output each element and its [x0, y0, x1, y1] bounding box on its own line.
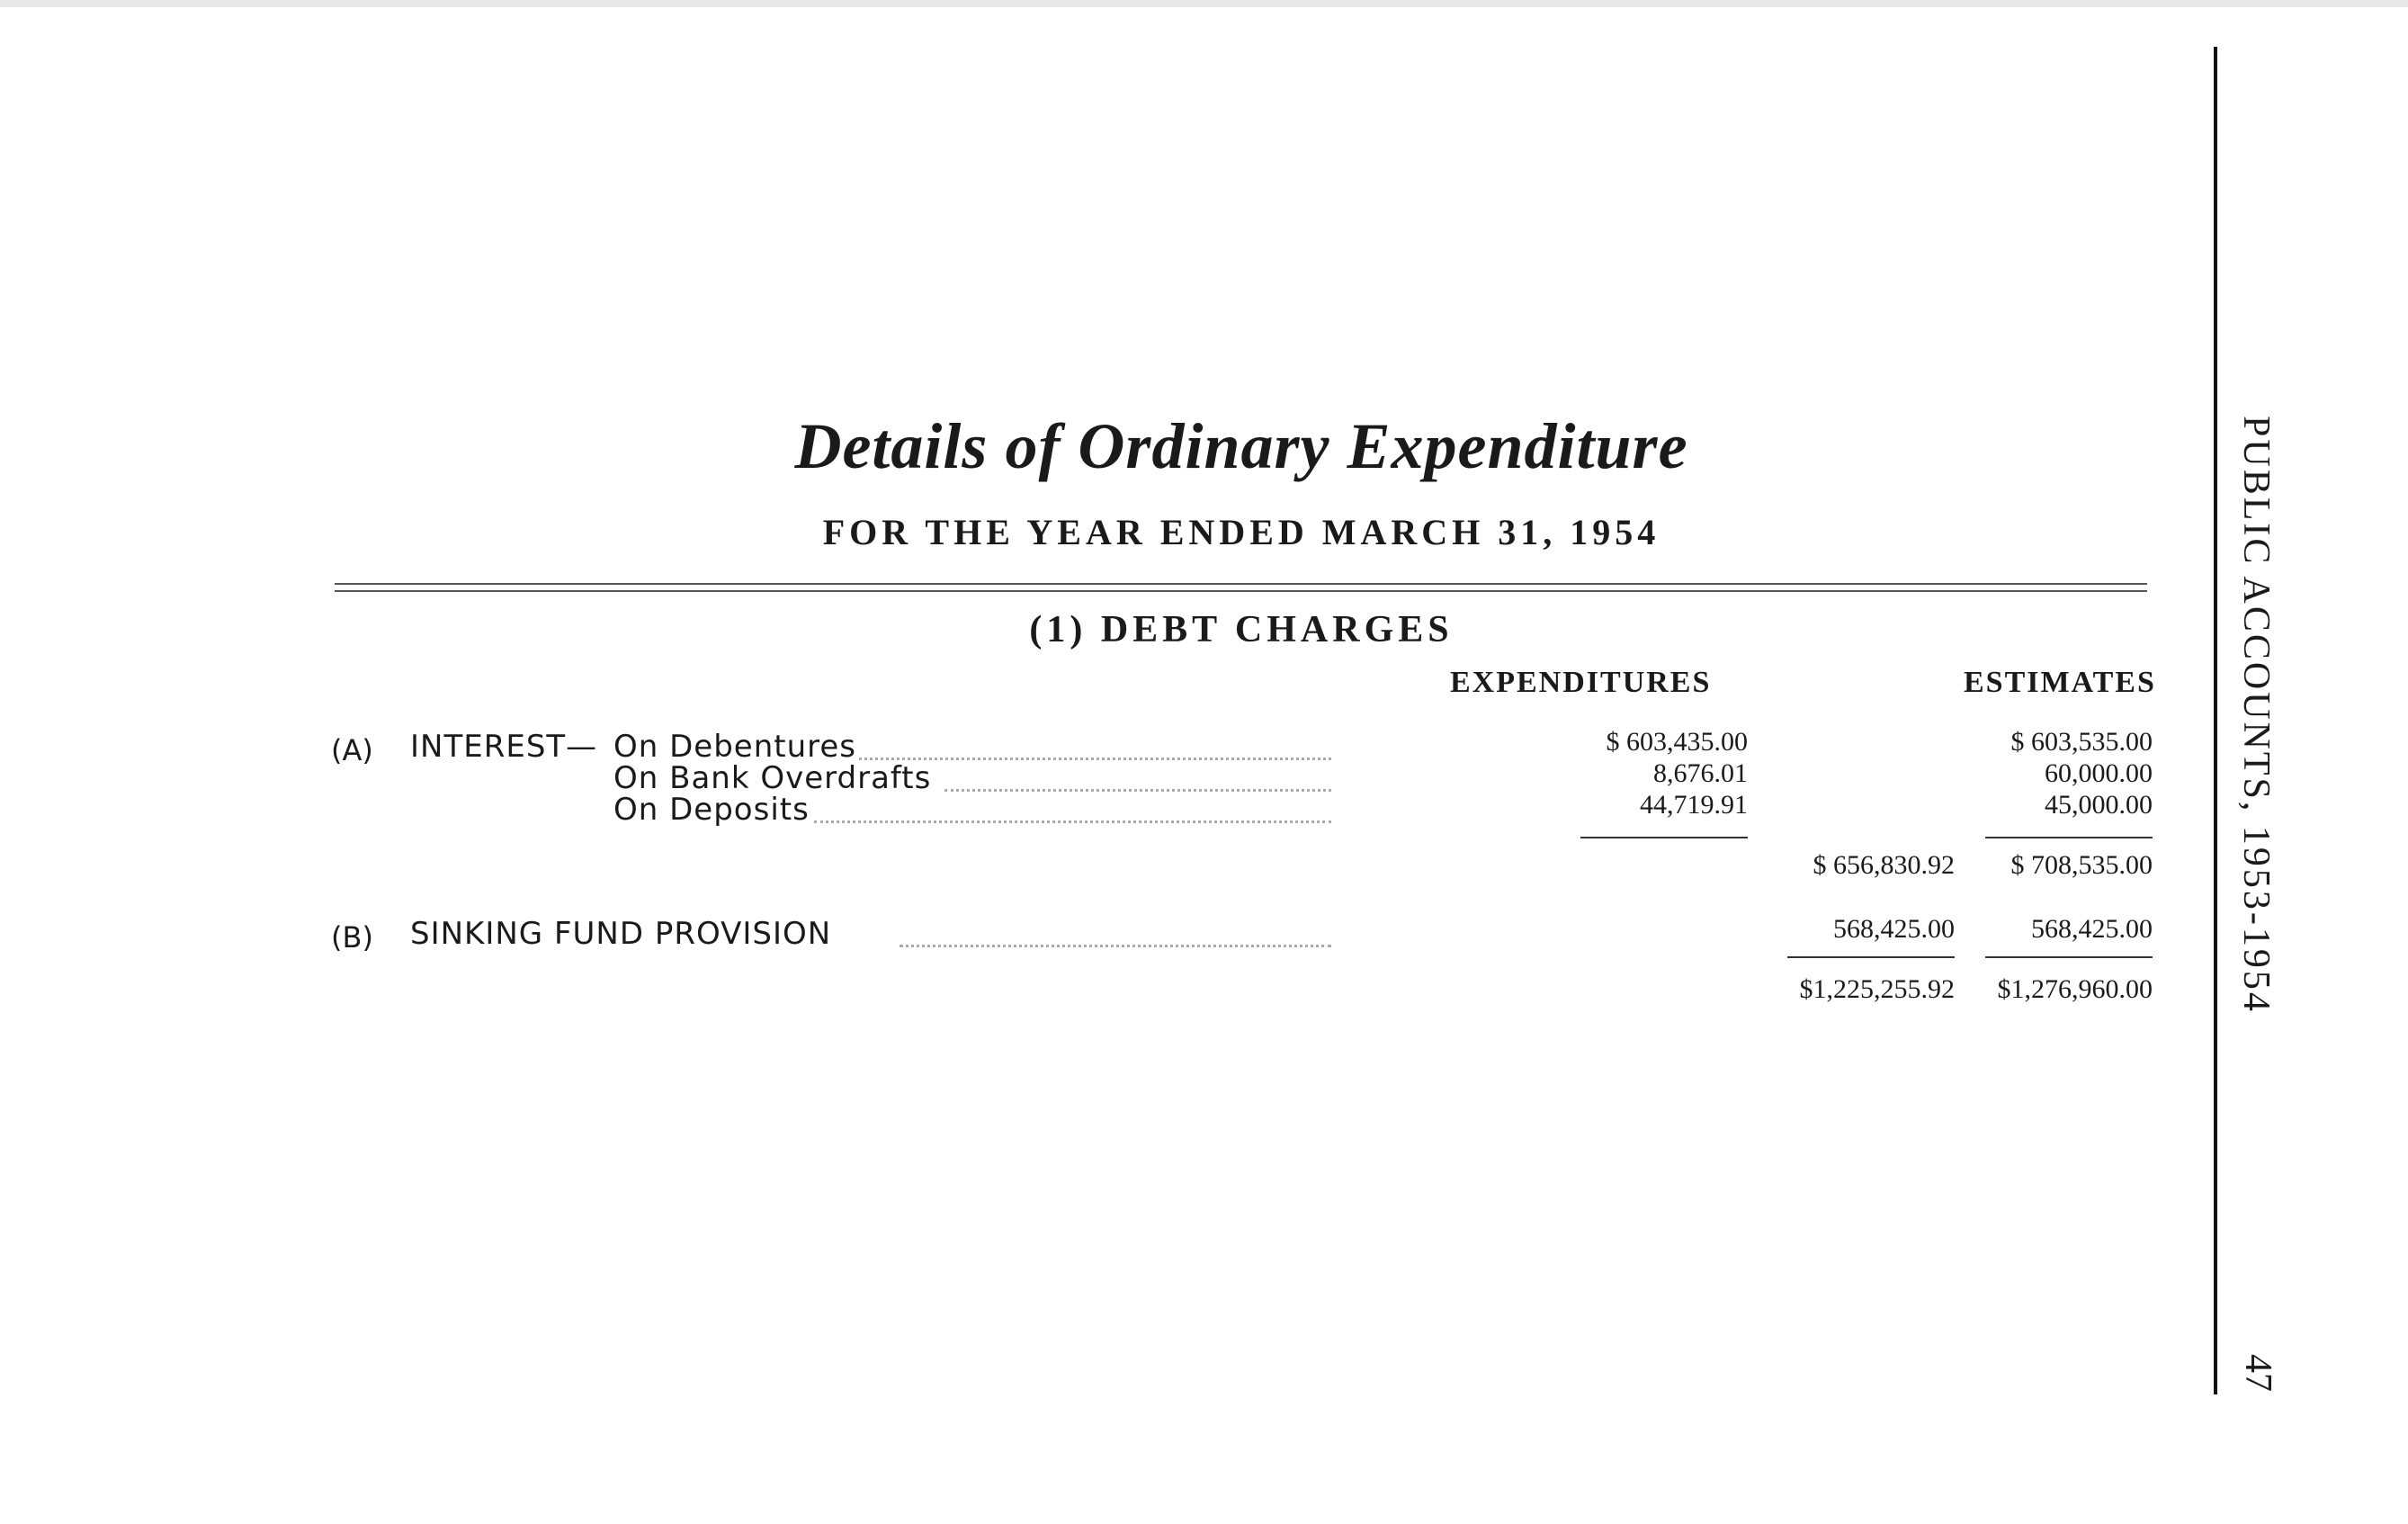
- sinking-fund-label: SINKING FUND PROVISION: [410, 916, 832, 952]
- total-line-estimate: [1985, 956, 2153, 958]
- total-line-expenditure: [1787, 956, 1955, 958]
- total-estimate: $1,276,960.00: [1997, 974, 2153, 1004]
- subtotal-estimate: $ 708,535.00: [2010, 850, 2153, 880]
- sinking-fund-estimate: 568,425.00: [2031, 914, 2153, 944]
- sum-line-expenditure: [1580, 837, 1748, 838]
- dot-leader: [944, 789, 1331, 792]
- estimate-deposits: 45,000.00: [2045, 790, 2153, 820]
- column-header-expenditures: EXPENDITURES: [1450, 666, 1712, 699]
- dot-leader: [814, 820, 1331, 823]
- page-subtitle: FOR THE YEAR ENDED MARCH 31, 1954: [822, 512, 1661, 552]
- dot-leader: [900, 945, 1331, 947]
- sum-line-estimate: [1985, 837, 2153, 838]
- estimate-debentures: $ 603,535.00: [2010, 727, 2153, 757]
- column-header-estimates: ESTIMATES: [1964, 666, 2156, 699]
- item-label-deposits: On Deposits: [613, 792, 810, 828]
- expenditure-deposits: 44,719.91: [1640, 790, 1748, 820]
- expenditure-bank-overdrafts: 8,676.01: [1653, 758, 1748, 788]
- estimate-bank-overdrafts: 60,000.00: [2045, 758, 2153, 788]
- page-title: Details of Ordinary Expenditure: [794, 410, 1688, 482]
- subtotal-expenditure: $ 656,830.92: [1813, 850, 1955, 880]
- row-letter-b: (B): [331, 920, 373, 955]
- page-number: 47: [2237, 1354, 2278, 1392]
- expenditure-debentures: $ 603,435.00: [1606, 727, 1748, 757]
- margin-rule: [2214, 47, 2217, 1394]
- row-letter-a: (A): [331, 733, 373, 767]
- interest-label: INTEREST—: [410, 729, 598, 765]
- item-label-debentures: On Debentures: [613, 729, 857, 765]
- item-label-bank-overdrafts: On Bank Overdrafts: [613, 760, 932, 796]
- section-heading: (1) DEBT CHARGES: [1029, 609, 1454, 650]
- double-rule-top: [335, 583, 2147, 585]
- sinking-fund-expenditure: 568,425.00: [1833, 914, 1955, 944]
- total-expenditure: $1,225,255.92: [1799, 974, 1955, 1004]
- scan-edge-shadow: [0, 0, 2408, 7]
- side-running-header: PUBLIC ACCOUNTS, 1953-1954: [2235, 416, 2277, 1014]
- double-rule-bottom: [335, 590, 2147, 592]
